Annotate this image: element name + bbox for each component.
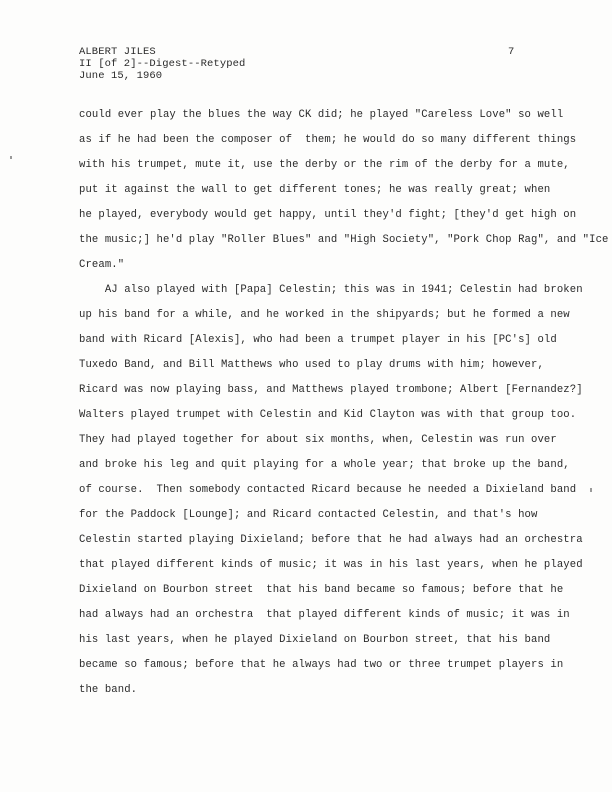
header-name: ALBERT JILES: [79, 46, 156, 58]
header-date: June 15, 1960: [79, 70, 163, 82]
text-line: band with Ricard [Alexis], who had been a trumpet player in his [PC's] old: [79, 334, 557, 346]
page-number: 7: [508, 46, 515, 58]
text-line: Dixieland on Bourbon street that his band became so famous; before that he: [79, 584, 564, 596]
text-line: Cream.": [79, 259, 125, 271]
text-line: of course. Then somebody contacted Ricard because he needed a Dixieland band: [79, 484, 577, 496]
text-line: Tuxedo Band, and Bill Matthews who used to play drums with him; however,: [79, 359, 544, 371]
document-header: [79, 46, 245, 82]
scan-mark: [590, 488, 592, 492]
text-line: Celestin started playing Dixieland; before that he had always had an orchestra: [79, 534, 583, 546]
text-line: as if he had been the composer of them; he would do so many different things: [79, 134, 577, 146]
body-text: [79, 108, 609, 708]
text-line: for the Paddock [Lounge]; and Ricard contacted Celestin, and that's how: [79, 509, 538, 521]
text-line: that played different kinds of music; it was in his last years, when he played: [79, 559, 583, 571]
paragraph-1: [79, 108, 609, 283]
text-line: with his trumpet, mute it, use the derby or the rim of the derby for a mute,: [79, 159, 570, 171]
text-line: had always had an orchestra that played different kinds of music; it was in: [79, 609, 570, 621]
text-line: up his band for a while, and he worked in the shipyards; but he formed a new: [79, 309, 570, 321]
text-line: the band.: [79, 684, 138, 696]
header-part: II [of 2]--Digest--Retyped: [79, 58, 246, 70]
text-line: Walters played trumpet with Celestin and Kid Clayton was with that group too.: [79, 409, 577, 421]
text-line: his last years, when he played Dixieland on Bourbon street, that his band: [79, 634, 551, 646]
text-line: the music;] he'd play "Roller Blues" and "High Society", "Pork Chop Rag", and "Ice: [79, 234, 609, 246]
text-line: Ricard was now playing bass, and Matthews played trombone; Albert [Fernandez?]: [79, 384, 583, 396]
text-line: became so famous; before that he always had two or three trumpet players in: [79, 659, 564, 671]
scan-mark: [10, 156, 12, 159]
text-line: They had played together for about six months, when, Celestin was run over: [79, 434, 557, 446]
text-line: he played, everybody would get happy, until they'd fight; [they'd get high on: [79, 209, 577, 221]
text-line: could ever play the blues the way CK did; he played "Careless Love" so well: [79, 109, 564, 121]
text-line: and broke his leg and quit playing for a whole year; that broke up the band,: [79, 459, 570, 471]
text-line: put it against the wall to get different tones; he was really great; when: [79, 184, 551, 196]
text-line: AJ also played with [Papa] Celestin; this was in 1941; Celestin had broken: [79, 284, 583, 296]
paragraph-2: [79, 283, 583, 708]
